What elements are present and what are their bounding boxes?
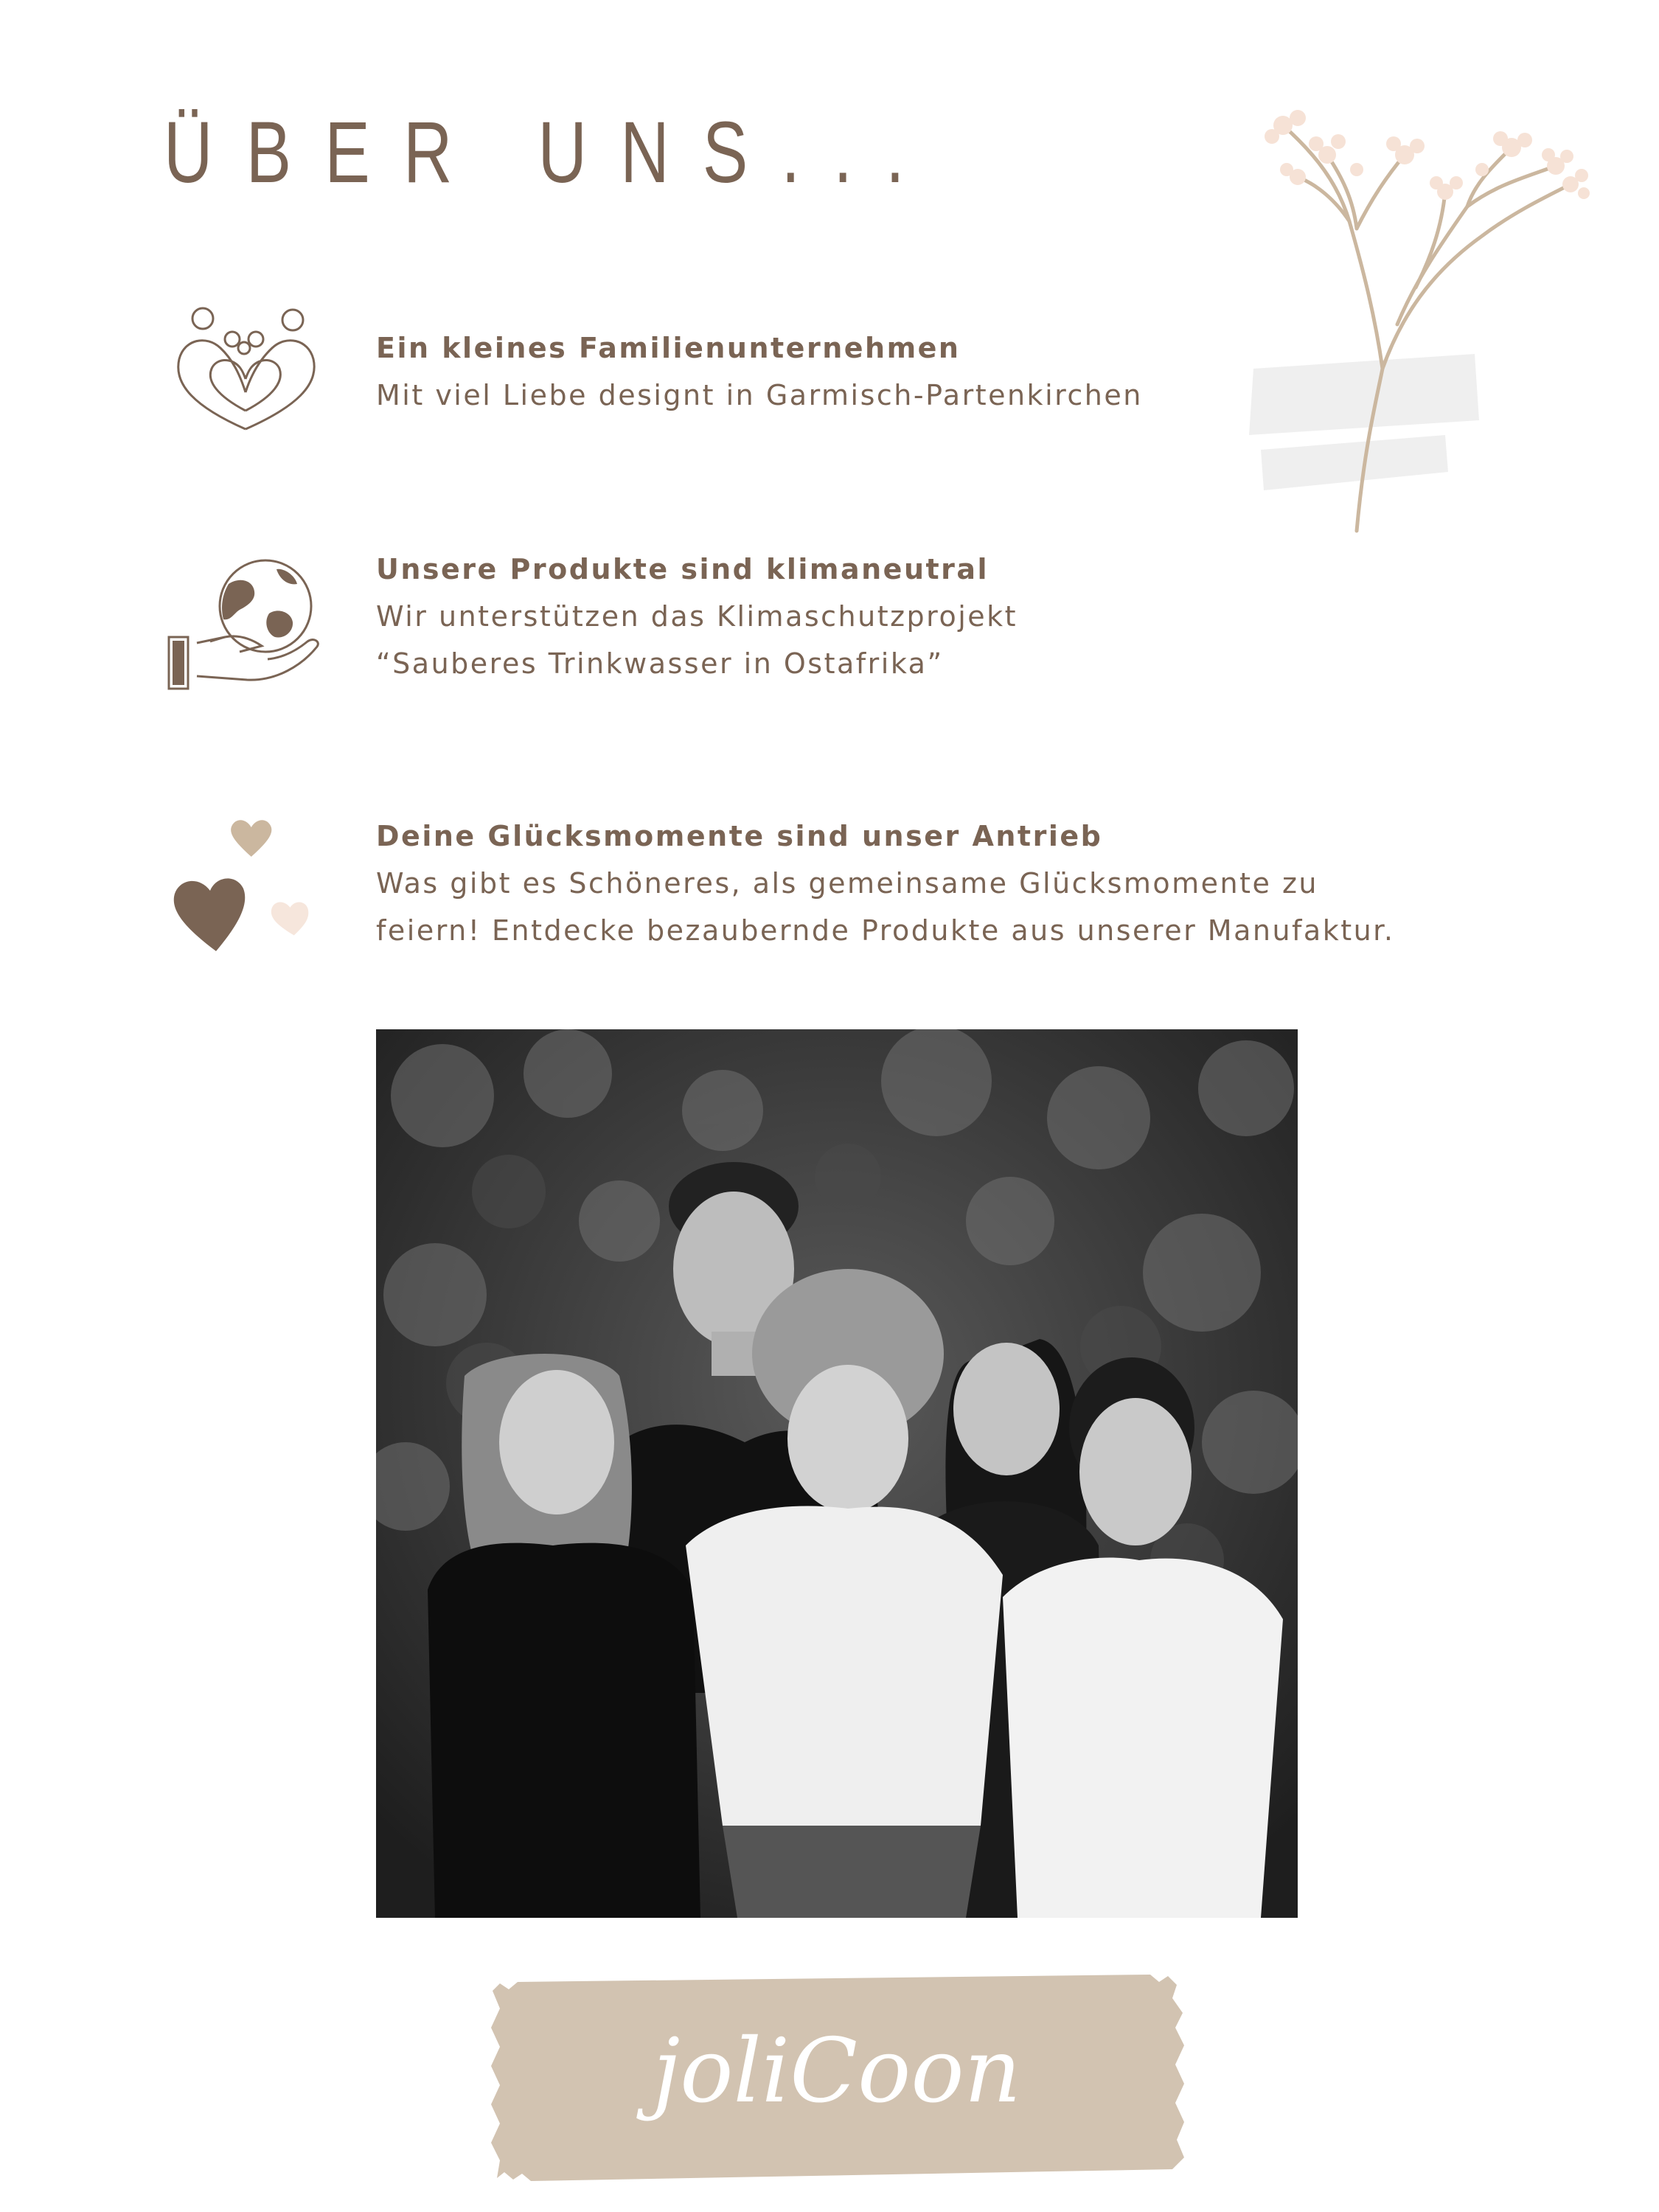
dried-flower-illustration xyxy=(1246,96,1607,538)
feature-heading: Ein kleines Familienunternehmen xyxy=(376,332,961,364)
feature-climate-neutral xyxy=(376,546,1018,687)
joliCoon-logo: joliCoon xyxy=(653,2020,1021,2123)
feature-text: Mit viel Liebe designt in Garmisch-Partenkirchen xyxy=(376,379,1143,411)
feature-text: feiern! Entdecke bezaubernde Produkte aus unserer Manufaktur. xyxy=(376,914,1395,947)
family-hearts-icon xyxy=(166,304,328,440)
feature-happy-moments xyxy=(376,813,1394,954)
page-title: ÜBER UNS... xyxy=(164,104,938,201)
team-photo xyxy=(376,1029,1298,1918)
feature-text: Was gibt es Schöneres, als gemeinsame Glücksmomente zu xyxy=(376,867,1319,900)
feature-family-business xyxy=(376,324,1143,419)
three-hearts-icon xyxy=(166,811,335,959)
globe-in-hand-icon xyxy=(166,554,328,695)
feature-heading: Unsere Produkte sind klimaneutral xyxy=(376,553,990,585)
feature-text: “Sauberes Trinkwasser in Ostafrika” xyxy=(376,647,944,680)
feature-heading: Deine Glücksmomente sind unser Antrieb xyxy=(376,820,1103,852)
feature-text: Wir unterstützen das Klimaschutzprojekt xyxy=(376,600,1018,633)
